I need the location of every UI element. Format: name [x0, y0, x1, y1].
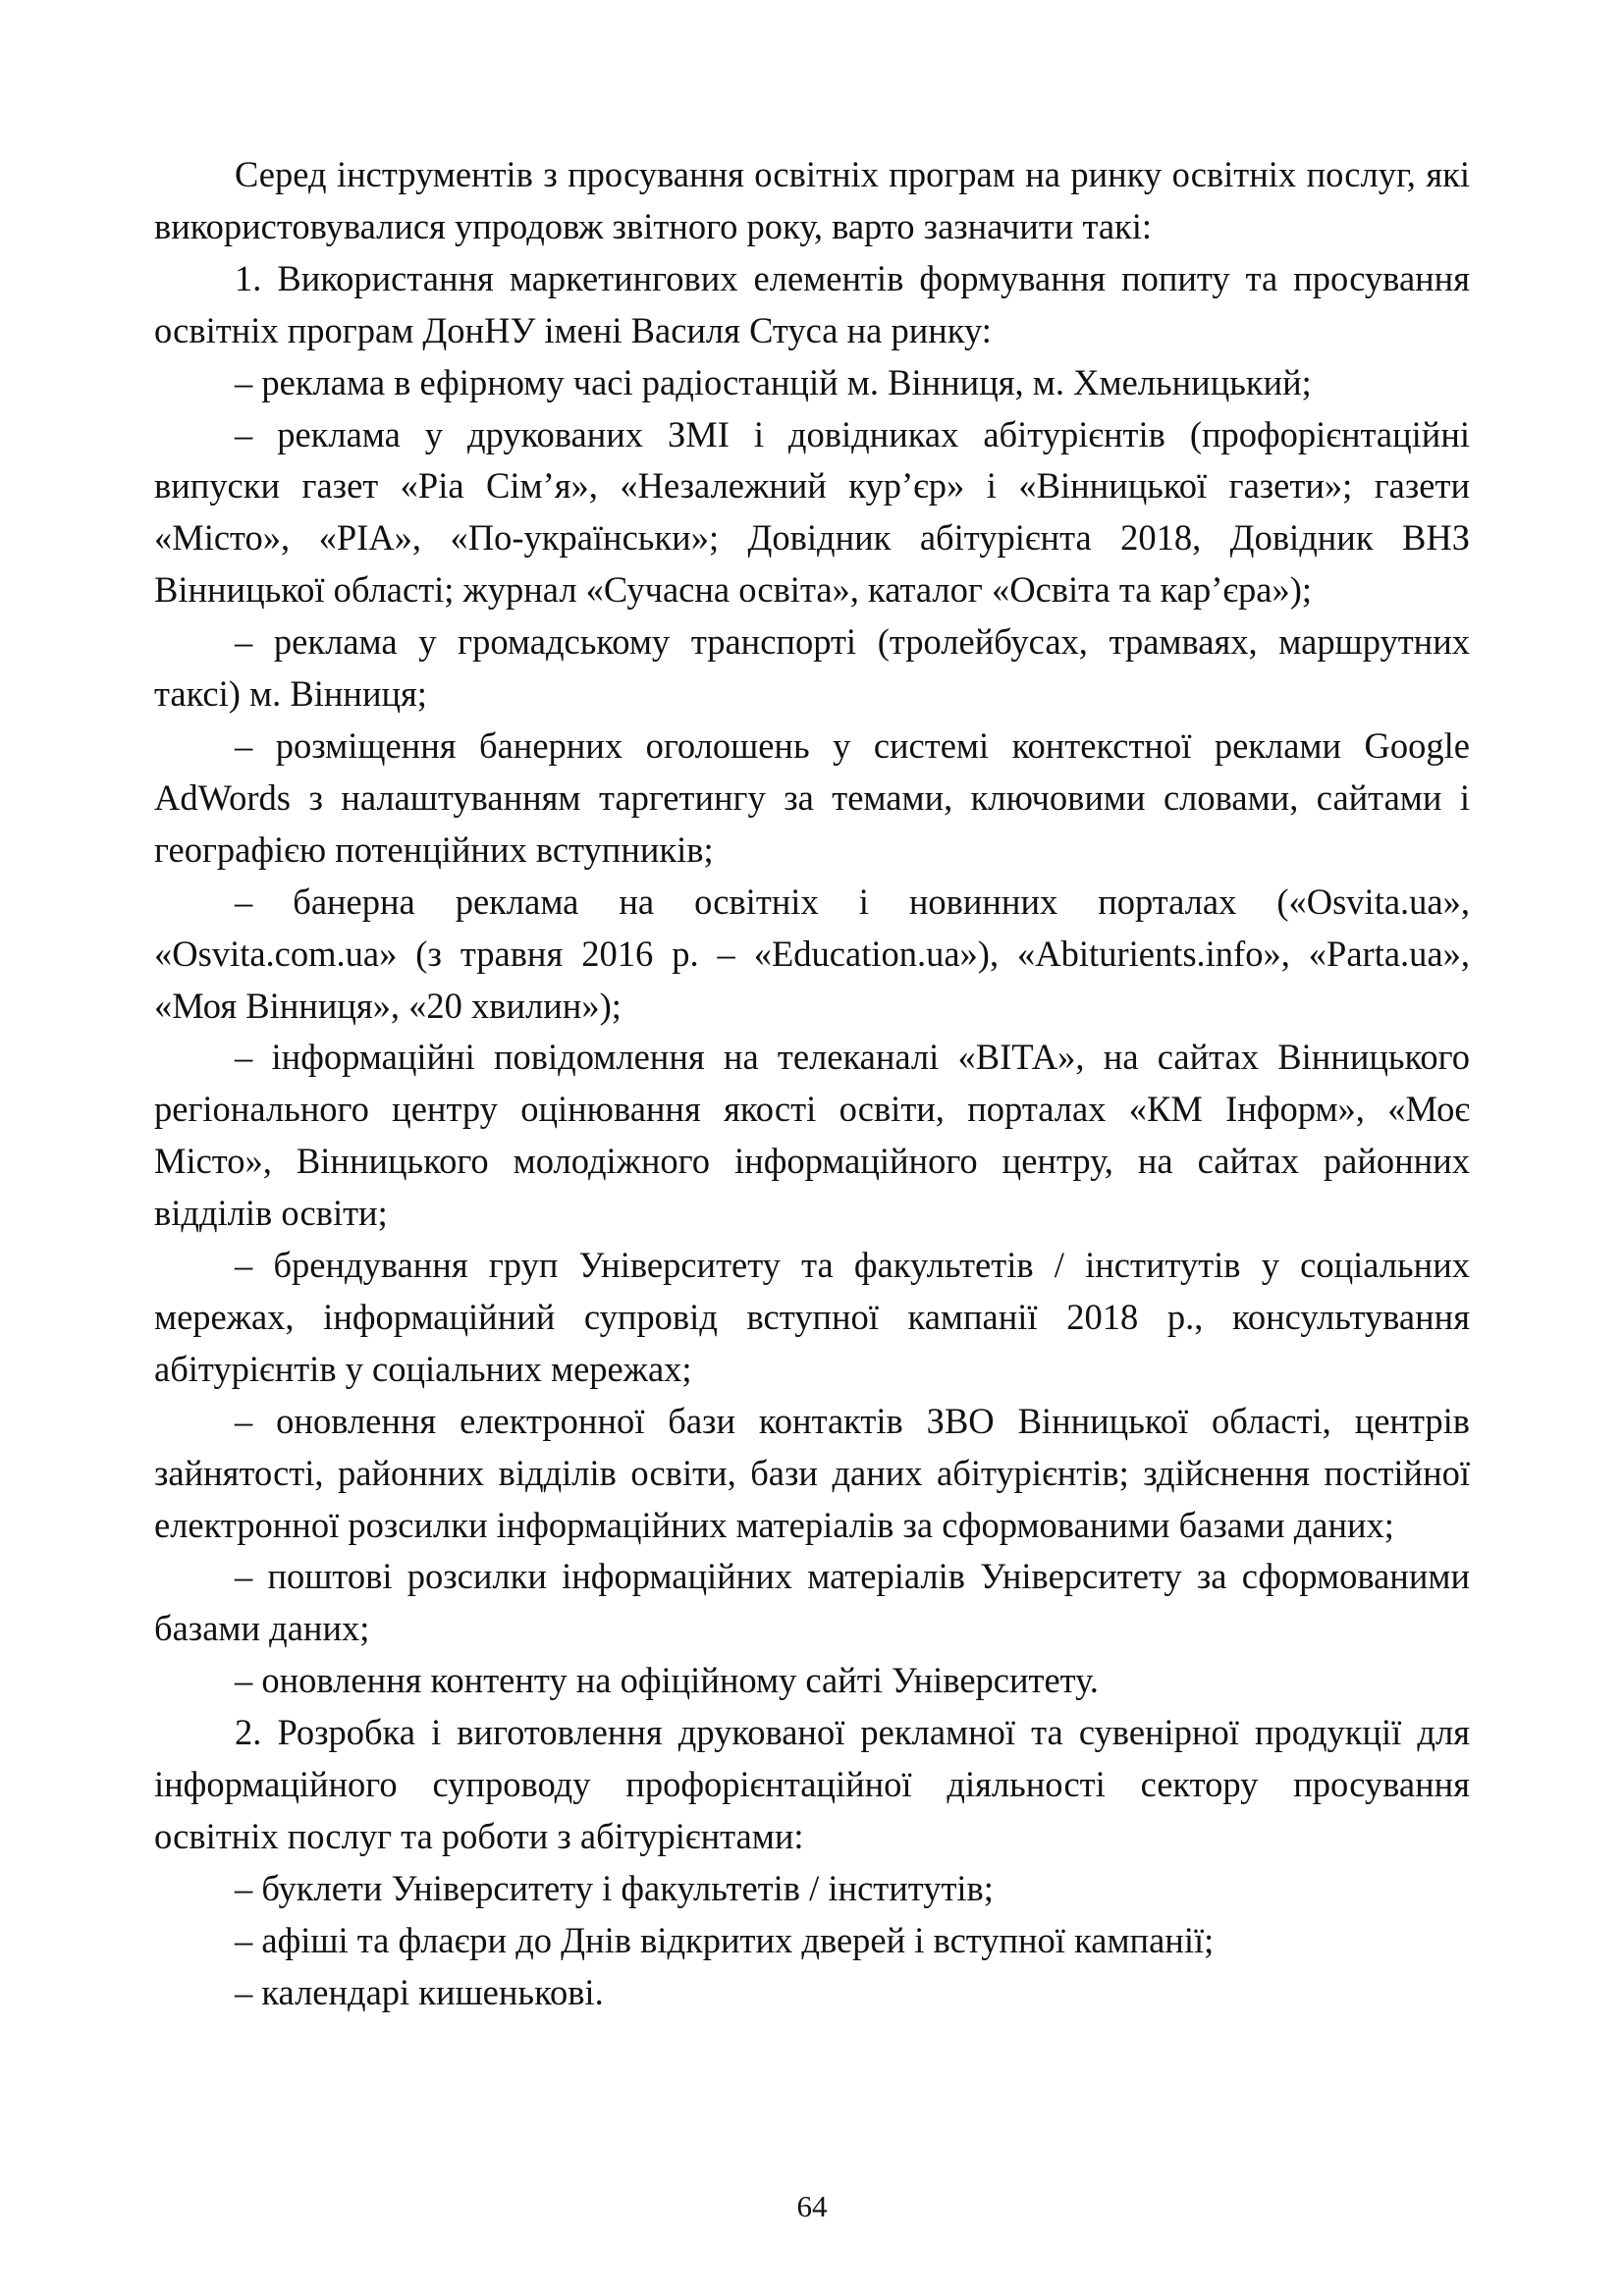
- list-item: – буклети Університету і факультетів / інститутів;: [235, 1867, 994, 1908]
- list-item: – реклама в ефірному часі радіостанцій м. Вінниця, м. Хмельницький;: [235, 361, 1312, 402]
- paragraph: 2. Розробка і виготовлення друкованої рекламної та сувенірної продукції для інформаційного супроводу профорієнтаційної діяльності сектору просування освітніх послуг та роботи з абітурієнтами:: [154, 1712, 1470, 1856]
- list-item: – брендування груп Університету та факультетів / інститутів у соціальних мережах, інформаційний супровід вступної кампанії 2018 р., консультування абітурієнтів у соціальних мережах;: [154, 1245, 1470, 1389]
- paragraph: Серед інструментів з просування освітніх програм на ринку освітніх послуг, які використовувалися упродовж звітного року, варто зазначити такі:: [154, 154, 1470, 246]
- list-item: – реклама у друкованих ЗМІ і довідниках абітурієнтів (профорієнтаційні випуски газет «Ріа Сім’я», «Незалежний кур’єр» і «Вінницької газети»; газети «Місто», «РІА», «По-українськи»; Довідник абітурієнта 2018, Довідник ВНЗ Вінницької області; журнал «Сучасна освіта», каталог «Освіта та кар’єра»);: [154, 413, 1470, 611]
- list-item: – поштові розсилки інформаційних матеріалів Університету за сформованими базами даних;: [154, 1556, 1470, 1649]
- page-number: 64: [796, 2189, 828, 2223]
- list-item: – афіші та флаєри до Днів відкритих дверей і вступної кампанії;: [235, 1919, 1215, 1960]
- list-item: – банерна реклама на освітніх і новинних порталах («Osvita.ua», «Osvita.com.ua» (з травня 2016 р. – «Education.ua»), «Abiturients.info», «Parta.ua», «Моя Вінниця», «20 хвилин»);: [154, 881, 1470, 1026]
- list-item: – оновлення контенту на офіційному сайті Університету.: [235, 1660, 1099, 1701]
- body-text: [154, 149, 1470, 2019]
- list-item: – календарі кишенькові.: [235, 1971, 604, 2012]
- list-item: – інформаційні повідомлення на телеканалі «ВІТА», на сайтах Вінницького регіонального центру оцінювання якості освіти, порталах «КМ Інформ», «Моє Місто», Вінницького молодіжного інформаційного центру, на сайтах районних відділів освіти;: [154, 1037, 1470, 1234]
- list-item: – оновлення електронної бази контактів ЗВО Вінницької області, центрів зайнятості, районних відділів освіти, бази даних абітурієнтів; здійснення постійної електронної розсилки інформаційних матеріалів за сформованими базами даних;: [154, 1400, 1470, 1545]
- paragraph: 1. Використання маркетингових елементів формування попиту та просування освітніх програм ДонНУ імені Василя Стуса на ринку:: [154, 257, 1470, 350]
- list-item: – реклама у громадському транспорті (тролейбусах, трамваях, маршрутних таксі) м. Вінниця;: [154, 621, 1470, 715]
- list-item: – розміщення банерних оголошень у системі контекстної реклами Google AdWords з налаштуванням таргетингу за темами, ключовими словами, сайтами і географією потенційних вступників;: [154, 724, 1470, 870]
